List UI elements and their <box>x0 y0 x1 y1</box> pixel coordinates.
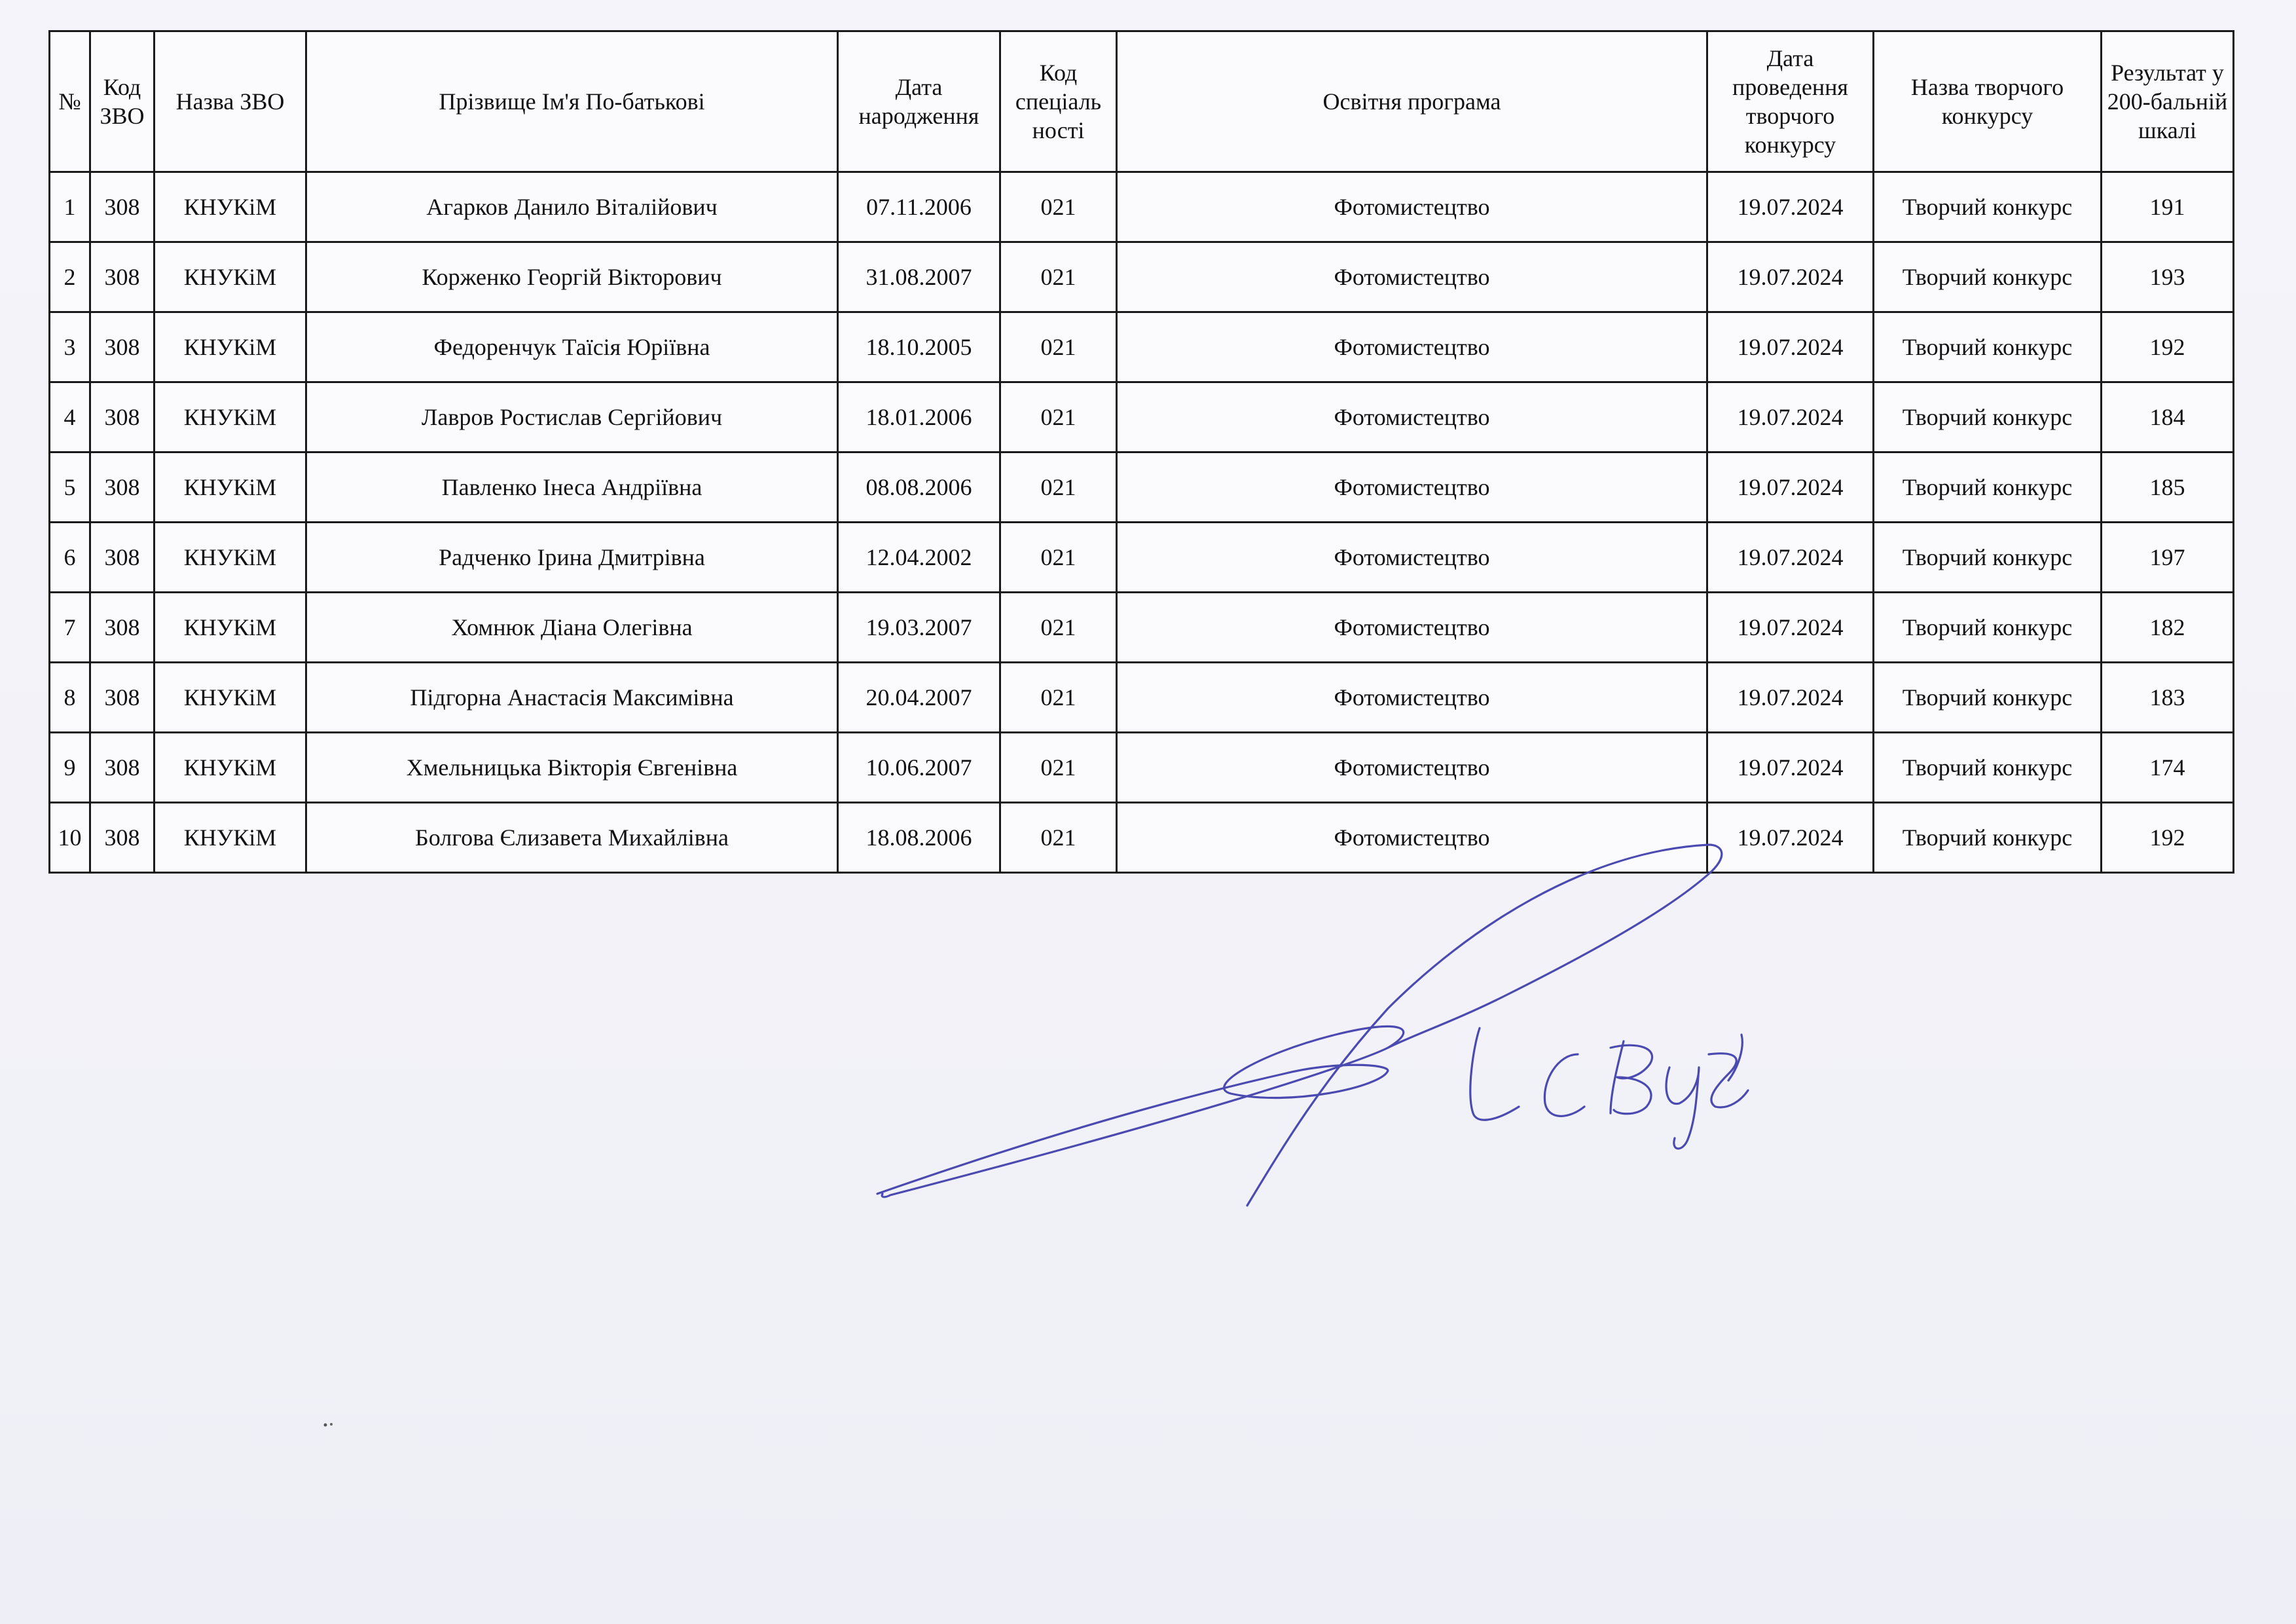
table-row <box>50 312 2234 382</box>
col-header-institution-code: Код ЗВО <box>90 31 155 172</box>
cell-birth-date: 18.10.2005 <box>838 312 1000 382</box>
cell-contest-name: Творчий конкурс <box>1874 733 2102 803</box>
cell-contest-name: Творчий конкурс <box>1874 452 2102 523</box>
cell-institution-name: КНУКіМ <box>155 312 306 382</box>
col-header-specialty-code: Код спеціаль ності <box>1000 31 1117 172</box>
col-header-number: № <box>50 31 90 172</box>
cell-institution-code: 308 <box>90 733 155 803</box>
col-header-contest-name: Назва творчого конкурсу <box>1874 31 2102 172</box>
cell-specialty-code: 021 <box>1000 593 1117 663</box>
cell-institution-name: КНУКіМ <box>155 803 306 873</box>
cell-birth-date: 08.08.2006 <box>838 452 1000 523</box>
cell-institution-code: 308 <box>90 172 155 242</box>
cell-institution-code: 308 <box>90 242 155 312</box>
cell-birth-date: 31.08.2007 <box>838 242 1000 312</box>
cell-row-number: 5 <box>50 452 90 523</box>
table-row <box>50 663 2234 733</box>
cell-contest-name: Творчий конкурс <box>1874 523 2102 593</box>
cell-row-number: 7 <box>50 593 90 663</box>
cell-row-number: 9 <box>50 733 90 803</box>
cell-full-name: Федоренчук Таїсія Юріївна <box>306 312 838 382</box>
cell-institution-code: 308 <box>90 523 155 593</box>
table-row <box>50 733 2234 803</box>
cell-specialty-code: 021 <box>1000 523 1117 593</box>
cell-row-number: 2 <box>50 242 90 312</box>
signature-stroke <box>1470 1028 1519 1120</box>
cell-institution-name: КНУКіМ <box>155 242 306 312</box>
signature-stroke <box>1544 1054 1584 1116</box>
paper-speck <box>322 1422 337 1428</box>
cell-institution-name: КНУКіМ <box>155 452 306 523</box>
cell-contest-date: 19.07.2024 <box>1707 172 1874 242</box>
cell-institution-code: 308 <box>90 803 155 873</box>
cell-contest-date: 19.07.2024 <box>1707 733 1874 803</box>
cell-specialty-code: 021 <box>1000 172 1117 242</box>
cell-institution-code: 308 <box>90 452 155 523</box>
table-header-row <box>50 31 2234 172</box>
signature-stroke <box>1666 1067 1699 1149</box>
cell-score: 174 <box>2102 733 2234 803</box>
cell-specialty-code: 021 <box>1000 452 1117 523</box>
cell-score: 197 <box>2102 523 2234 593</box>
handwritten-signature <box>864 832 1846 1225</box>
cell-birth-date: 19.03.2007 <box>838 593 1000 663</box>
cell-full-name: Болгова Єлизавета Михайлівна <box>306 803 838 873</box>
cell-full-name: Радченко Ірина Дмитрівна <box>306 523 838 593</box>
cell-contest-date: 19.07.2024 <box>1707 523 1874 593</box>
cell-full-name: Підгорна Анастасія Максимівна <box>306 663 838 733</box>
col-header-institution-name: Назва ЗВО <box>155 31 306 172</box>
cell-birth-date: 18.08.2006 <box>838 803 1000 873</box>
cell-contest-date: 19.07.2024 <box>1707 452 1874 523</box>
cell-row-number: 4 <box>50 382 90 452</box>
col-header-birth-date: Дата народження <box>838 31 1000 172</box>
col-header-contest-date: Дата проведення творчого конкурсу <box>1707 31 1874 172</box>
table-row <box>50 523 2234 593</box>
signature-stroke <box>1611 1041 1652 1114</box>
cell-score: 183 <box>2102 663 2234 733</box>
cell-education-program: Фотомистецтво <box>1117 733 1707 803</box>
cell-education-program: Фотомистецтво <box>1117 452 1707 523</box>
cell-score: 185 <box>2102 452 2234 523</box>
table-row <box>50 382 2234 452</box>
cell-birth-date: 20.04.2007 <box>838 663 1000 733</box>
cell-education-program: Фотомистецтво <box>1117 663 1707 733</box>
cell-score: 192 <box>2102 803 2234 873</box>
cell-specialty-code: 021 <box>1000 312 1117 382</box>
cell-contest-date: 19.07.2024 <box>1707 312 1874 382</box>
cell-birth-date: 10.06.2007 <box>838 733 1000 803</box>
cell-row-number: 10 <box>50 803 90 873</box>
cell-contest-name: Творчий конкурс <box>1874 312 2102 382</box>
table-row <box>50 242 2234 312</box>
cell-full-name: Павленко Інеса Андріївна <box>306 452 838 523</box>
cell-contest-date: 19.07.2024 <box>1707 593 1874 663</box>
cell-full-name: Хмельницька Вікторія Євгенівна <box>306 733 838 803</box>
cell-row-number: 6 <box>50 523 90 593</box>
table-row <box>50 452 2234 523</box>
signature-stroke <box>1247 845 1722 1206</box>
cell-specialty-code: 021 <box>1000 663 1117 733</box>
cell-institution-name: КНУКіМ <box>155 663 306 733</box>
cell-institution-code: 308 <box>90 312 155 382</box>
cell-education-program: Фотомистецтво <box>1117 312 1707 382</box>
signature-stroke <box>1709 1035 1748 1107</box>
cell-education-program: Фотомистецтво <box>1117 172 1707 242</box>
cell-education-program: Фотомистецтво <box>1117 382 1707 452</box>
cell-full-name: Лавров Ростислав Сергійович <box>306 382 838 452</box>
cell-institution-name: КНУКіМ <box>155 382 306 452</box>
cell-institution-code: 308 <box>90 663 155 733</box>
cell-row-number: 3 <box>50 312 90 382</box>
cell-row-number: 8 <box>50 663 90 733</box>
cell-specialty-code: 021 <box>1000 803 1117 873</box>
col-header-full-name: Прізвище Ім'я По-батькові <box>306 31 838 172</box>
cell-contest-date: 19.07.2024 <box>1707 242 1874 312</box>
cell-full-name: Корженко Георгій Вікторович <box>306 242 838 312</box>
cell-institution-name: КНУКіМ <box>155 593 306 663</box>
cell-contest-date: 19.07.2024 <box>1707 803 1874 873</box>
col-header-score: Результат у 200-бальній шкалі <box>2102 31 2234 172</box>
cell-institution-name: КНУКіМ <box>155 733 306 803</box>
cell-specialty-code: 021 <box>1000 242 1117 312</box>
cell-specialty-code: 021 <box>1000 733 1117 803</box>
cell-birth-date: 12.04.2002 <box>838 523 1000 593</box>
table-row <box>50 593 2234 663</box>
cell-row-number: 1 <box>50 172 90 242</box>
cell-contest-name: Творчий конкурс <box>1874 593 2102 663</box>
cell-contest-name: Творчий конкурс <box>1874 663 2102 733</box>
cell-contest-name: Творчий конкурс <box>1874 382 2102 452</box>
cell-score: 184 <box>2102 382 2234 452</box>
cell-education-program: Фотомистецтво <box>1117 242 1707 312</box>
cell-specialty-code: 021 <box>1000 382 1117 452</box>
cell-full-name: Хомнюк Діана Олегівна <box>306 593 838 663</box>
table-row <box>50 172 2234 242</box>
cell-score: 182 <box>2102 593 2234 663</box>
cell-contest-date: 19.07.2024 <box>1707 382 1874 452</box>
cell-contest-name: Творчий конкурс <box>1874 172 2102 242</box>
cell-birth-date: 18.01.2006 <box>838 382 1000 452</box>
cell-score: 192 <box>2102 312 2234 382</box>
results-table <box>48 30 2234 874</box>
col-header-education-program: Освітня програма <box>1117 31 1707 172</box>
cell-education-program: Фотомистецтво <box>1117 523 1707 593</box>
cell-contest-date: 19.07.2024 <box>1707 663 1874 733</box>
cell-education-program: Фотомистецтво <box>1117 803 1707 873</box>
cell-score: 193 <box>2102 242 2234 312</box>
cell-contest-name: Творчий конкурс <box>1874 242 2102 312</box>
cell-institution-name: КНУКіМ <box>155 172 306 242</box>
cell-institution-name: КНУКіМ <box>155 523 306 593</box>
cell-contest-name: Творчий конкурс <box>1874 803 2102 873</box>
cell-full-name: Агарков Данило Віталійович <box>306 172 838 242</box>
signature-stroke <box>877 1026 1404 1197</box>
cell-education-program: Фотомистецтво <box>1117 593 1707 663</box>
cell-birth-date: 07.11.2006 <box>838 172 1000 242</box>
cell-score: 191 <box>2102 172 2234 242</box>
cell-institution-code: 308 <box>90 382 155 452</box>
cell-institution-code: 308 <box>90 593 155 663</box>
